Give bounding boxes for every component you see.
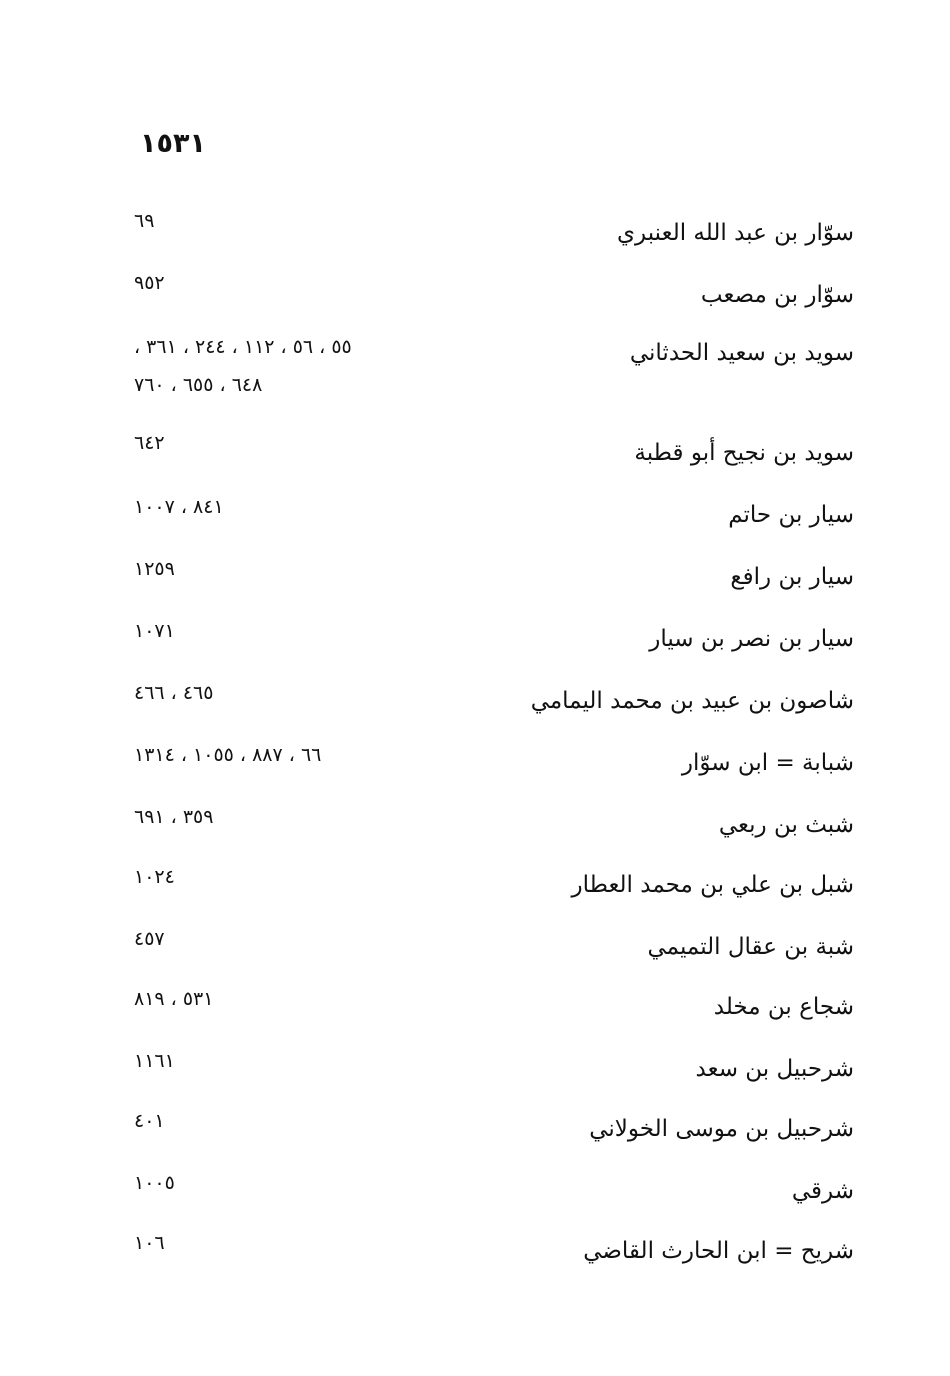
entry-pages	[134, 550, 175, 588]
entry-name: سيار بن حاتم	[728, 502, 854, 528]
entry-pages	[134, 1042, 175, 1080]
entry-pages	[134, 424, 165, 462]
page-refs-line: ١١٦١	[134, 1050, 175, 1072]
entry-name: سيار بن نصر بن سيار	[649, 626, 854, 652]
entry-pages	[134, 264, 165, 302]
page-refs-line: ٥٥ ، ٥٦ ، ١١٢ ، ٢٤٤ ، ٣٦١ ،	[134, 336, 352, 358]
page-refs-line: ٩٥٢	[134, 272, 165, 294]
page-refs-line: ٤٠١	[134, 1110, 165, 1132]
entry-pages	[134, 488, 224, 526]
entry-pages	[134, 1224, 165, 1262]
page-refs-line: ١٠٢٤	[134, 866, 175, 888]
entry-name: شريح = ابن الحارث القاضي	[583, 1238, 854, 1264]
entry-name: شرحبيل بن سعد	[695, 1056, 854, 1082]
entry-pages	[134, 736, 321, 774]
entry-name: سوّار بن عبد الله العنبري	[617, 220, 854, 246]
page-refs-line: ٨٤١ ، ١٠٠٧	[134, 496, 224, 518]
page-refs-line: ١٠٧١	[134, 620, 175, 642]
entry-name: شبة بن عقال التميمي	[647, 934, 854, 960]
entry-pages	[134, 1102, 165, 1140]
entry-name: شجاع بن مخلد	[713, 994, 854, 1020]
page-refs-line: ١٠٦	[134, 1232, 165, 1254]
entry-name: شرحبيل بن موسى الخولاني	[589, 1116, 854, 1142]
entry-name: سويد بن سعيد الحدثاني	[629, 340, 854, 366]
page-refs-line: ٤٦٥ ، ٤٦٦	[134, 682, 214, 704]
entry-pages	[134, 858, 175, 896]
page-refs-line: ٦٤٨ ، ٦٥٥ ، ٧٦٠	[134, 374, 263, 396]
entry-name: شرقي	[791, 1178, 854, 1204]
entry-pages	[134, 674, 213, 712]
entry-pages	[134, 328, 352, 404]
entry-pages	[134, 612, 175, 650]
page-number: ١٥٣١	[140, 128, 206, 159]
entry-name: سوّار بن مصعب	[700, 282, 854, 308]
entry-name: شبث بن ربعي	[718, 812, 854, 838]
entry-name: شبابة = ابن سوّار	[681, 750, 854, 776]
entry-name: سيار بن رافع	[730, 564, 854, 590]
page-refs-line: ٣٥٩ ، ٦٩١	[134, 806, 214, 828]
entry-pages	[134, 920, 165, 958]
entry-pages	[134, 980, 213, 1018]
entry-name: شاصون بن عبيد بن محمد اليمامي	[530, 688, 854, 714]
entry-pages	[134, 1164, 175, 1202]
entry-pages	[134, 798, 213, 836]
entry-pages	[134, 202, 154, 240]
entry-name: شبل بن علي بن محمد العطار	[571, 872, 854, 898]
page-refs-line: ١٢٥٩	[134, 558, 175, 580]
page-refs-line: ١٠٠٥	[134, 1172, 175, 1194]
page-refs-line: ٦٩	[134, 210, 155, 232]
page-refs-line: ٥٣١ ، ٨١٩	[134, 988, 214, 1010]
page-refs-line: ٦٦ ، ٨٨٧ ، ١٠٥٥ ، ١٣١٤	[134, 744, 322, 766]
page-refs-line: ٦٤٢	[134, 432, 165, 454]
entry-name: سويد بن نجيح أبو قطبة	[634, 440, 854, 466]
page-refs-line: ٤٥٧	[134, 928, 165, 950]
